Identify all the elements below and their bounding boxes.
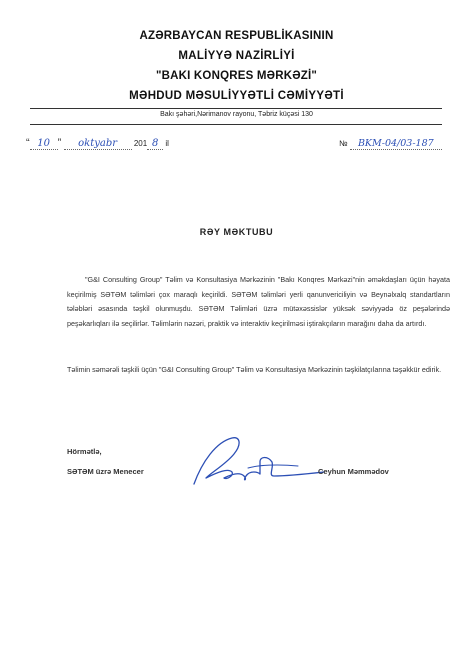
header-organization: "BAKI KONQRES MƏRKƏZİ" — [155, 70, 318, 82]
date-day: 10 — [30, 138, 58, 150]
header-ministry: MALİYYƏ NAZİRLİYİ — [178, 50, 295, 62]
body-paragraph-2: Təlimin səmərəli təşkili üçün "G&I Consulting Group" Təlim və Konsultasiya Mərkəzinin təşkilatçılarına təşəkkür edirik. — [67, 365, 442, 374]
document-number-label: № — [339, 139, 348, 148]
date-line: “ 10 ” oktyabr 201 8 il — [26, 137, 169, 149]
signer-name: Ceyhun Məmmədov — [318, 467, 389, 476]
header-company-type: MƏHDUD MƏSULİYYƏTLİ CƏMİYYƏTİ — [129, 90, 344, 102]
document-number-line — [339, 138, 442, 150]
body-paragraph-1: "G&I Consulting Group" Təlim və Konsultasiya Mərkəzinin "Bakı Konqres Mərkəzi"nin əməkdaşları üçün həyata keçirilmiş SƏTƏM təlimləri çox maraqlı keçirildi. SƏTƏM təlimləri yerli qanunvericiliyin və Beynəlxalq standartların tələbləri əsasında təşkil olunmuşdu. SƏTƏM Təlimləri üzrə mütəxəssislər yüksək səviyyədə öz peşələrində peşəkarlıqları ilə seçilirlər. Təlimlərin nəzəri, praktik və interaktiv keçirilməsi iştirakçıların marağını daha da artırdı. — [67, 275, 450, 328]
date-year-prefix: 201 — [133, 139, 148, 148]
header-republic: AZƏRBAYCAN RESPUBLİKASININ — [139, 30, 334, 42]
header-divider-bottom — [30, 124, 442, 125]
date-year-suffix: 8 — [147, 138, 163, 150]
letter-title: RƏY MƏKTUBU — [199, 227, 274, 237]
header-divider-top — [30, 108, 442, 109]
date-month: oktyabr — [64, 138, 132, 150]
closing-regards: Hörmətlə, — [67, 447, 102, 456]
header-address: Bakı şəhəri,Nərimanov rayonu, Təbriz küçəsi 130 — [160, 111, 313, 118]
signer-role: SƏTƏM üzrə Menecer — [67, 467, 144, 476]
signature-icon — [188, 432, 328, 492]
document-number-value: BKM-04/03-187 — [350, 138, 442, 150]
date-il: il — [165, 139, 169, 148]
